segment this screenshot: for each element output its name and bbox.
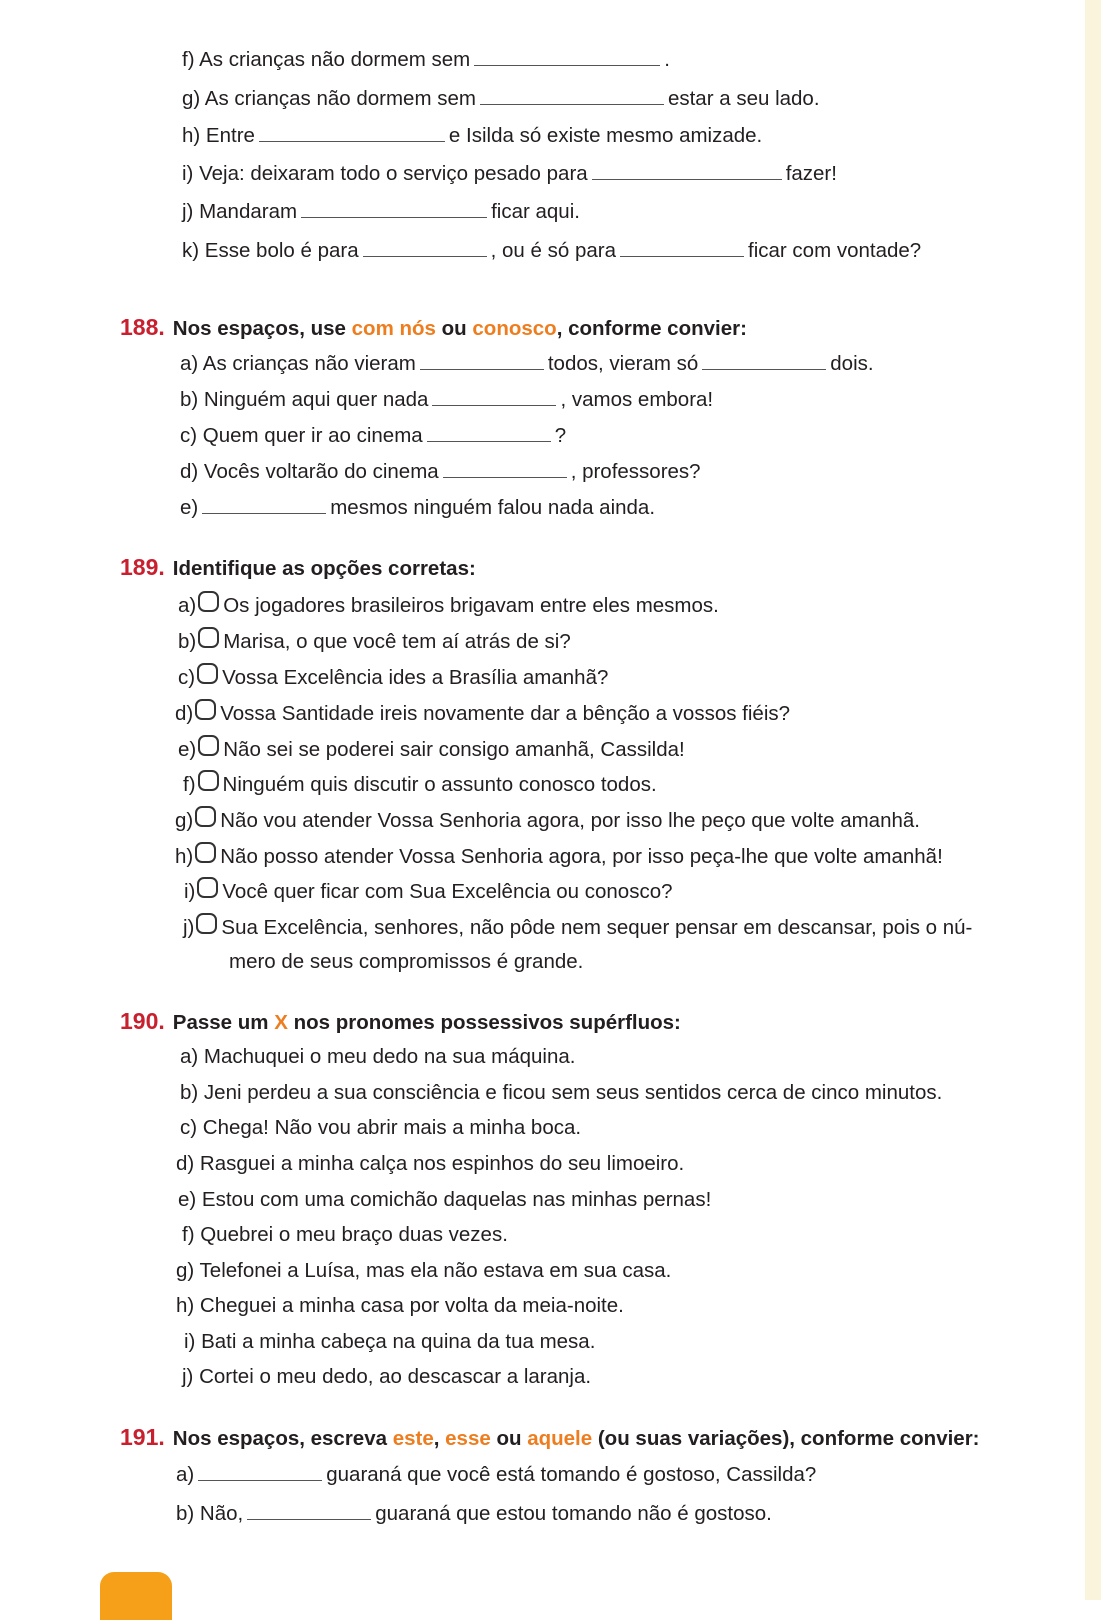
option-row: c) Vossa Excelência ides a Brasília amanhã? (178, 663, 608, 691)
list-item: a) Machuquei o meu dedo na sua máquina. (180, 1045, 576, 1068)
list-item: f) As crianças não dormem sem . (182, 48, 670, 71)
option-row: g) Não vou atender Vossa Senhoria agora, por isso lhe peço que volte amanhã. (175, 806, 920, 834)
option-row: a) Os jogadores brasileiros brigavam entre eles mesmos. (178, 591, 719, 619)
list-item: c) Quem quer ir ao cinema ? (180, 424, 567, 447)
option-row: i) Você quer ficar com Sua Excelência ou conosco? (184, 877, 673, 905)
answer-blank[interactable] (427, 440, 551, 442)
list-item: g) Telefonei a Luísa, mas ela não estava em sua casa. (176, 1259, 672, 1282)
list-item: i) Veja: deixaram todo o serviço pesado para fazer! (182, 162, 837, 185)
list-item: f) Quebrei o meu braço duas vezes. (182, 1223, 508, 1246)
option-row: j) Sua Excelência, senhores, não pôde nem sequer pensar em descansar, pois o nú- (183, 913, 972, 941)
answer-blank[interactable] (259, 140, 445, 142)
answer-blank[interactable] (301, 216, 487, 218)
checkbox[interactable] (195, 699, 216, 720)
checkbox[interactable] (198, 591, 219, 612)
answer-blank[interactable] (363, 255, 487, 257)
answer-blank[interactable] (592, 178, 782, 180)
list-item: a) guaraná que você está tomando é gostoso, Cassilda? (176, 1463, 817, 1486)
checkbox[interactable] (198, 770, 219, 791)
checkbox[interactable] (196, 913, 217, 934)
list-item: d) Vocês voltarão do cinema , professores? (180, 460, 701, 483)
list-item: c) Chega! Não vou abrir mais a minha boca. (180, 1116, 582, 1139)
list-item: g) As crianças não dormem sem estar a seu lado. (182, 87, 820, 110)
option-row: f) Ninguém quis discutir o assunto conosco todos. (183, 770, 657, 798)
option-row: h) Não posso atender Vossa Senhoria agora, por isso peça-lhe que volte amanhã! (175, 842, 943, 870)
list-item: d) Rasguei a minha calça nos espinhos do seu limoeiro. (176, 1152, 685, 1175)
answer-blank[interactable] (702, 368, 826, 370)
page-number-badge (100, 1572, 172, 1620)
answer-blank[interactable] (474, 64, 660, 66)
list-item: e) mesmos ninguém falou nada ainda. (180, 496, 656, 519)
question-188-heading: 188. Nos espaços, use com nós ou conosco, conforme convier: (120, 314, 747, 340)
list-item: b) Jeni perdeu a sua consciência e ficou sem seus sentidos cerca de cinco minutos. (180, 1081, 943, 1104)
list-item: j) Mandaram ficar aqui. (182, 200, 580, 223)
option-row: e) Não sei se poderei sair consigo amanhã, Cassilda! (178, 735, 685, 763)
answer-blank[interactable] (420, 368, 544, 370)
option-row: b) Marisa, o que você tem aí atrás de si? (178, 627, 571, 655)
page-edge (1085, 0, 1101, 1600)
checkbox[interactable] (198, 735, 219, 756)
list-item: i) Bati a minha cabeça na quina da tua mesa. (184, 1330, 596, 1353)
option-row: d) Vossa Santidade ireis novamente dar a bênção a vossos fiéis? (175, 699, 790, 727)
question-189-heading: 189. Identifique as opções corretas: (120, 554, 476, 580)
checkbox[interactable] (197, 663, 218, 684)
list-item: b) Ninguém aqui quer nada , vamos embora! (180, 388, 714, 411)
list-item: j) Cortei o meu dedo, ao descascar a laranja. (182, 1365, 592, 1388)
checkbox[interactable] (195, 806, 216, 827)
list-item: a) As crianças não vieram todos, vieram só dois. (180, 352, 874, 375)
answer-blank[interactable] (247, 1518, 371, 1520)
answer-blank[interactable] (198, 1479, 322, 1481)
question-190-heading: 190. Passe um X nos pronomes possessivos supérfluos: (120, 1008, 681, 1034)
list-item: h) Cheguei a minha casa por volta da meia-noite. (176, 1294, 624, 1317)
list-item: b) Não, guaraná que estou tomando não é gostoso. (176, 1502, 772, 1525)
answer-blank[interactable] (432, 404, 556, 406)
answer-blank[interactable] (620, 255, 744, 257)
list-item: h) Entre e Isilda só existe mesmo amizade. (182, 124, 763, 147)
answer-blank[interactable] (202, 512, 326, 514)
answer-blank[interactable] (480, 103, 664, 105)
option-continuation: mero de seus compromissos é grande. (229, 950, 584, 973)
checkbox[interactable] (195, 842, 216, 863)
list-item: k) Esse bolo é para , ou é só para ficar com vontade? (182, 239, 922, 262)
answer-blank[interactable] (443, 476, 567, 478)
list-item: e) Estou com uma comichão daquelas nas minhas pernas! (178, 1188, 712, 1211)
checkbox[interactable] (197, 877, 218, 898)
checkbox[interactable] (198, 627, 219, 648)
question-191-heading: 191. Nos espaços, escreva este, esse ou aquele (ou suas variações), conforme convier: (120, 1424, 980, 1450)
